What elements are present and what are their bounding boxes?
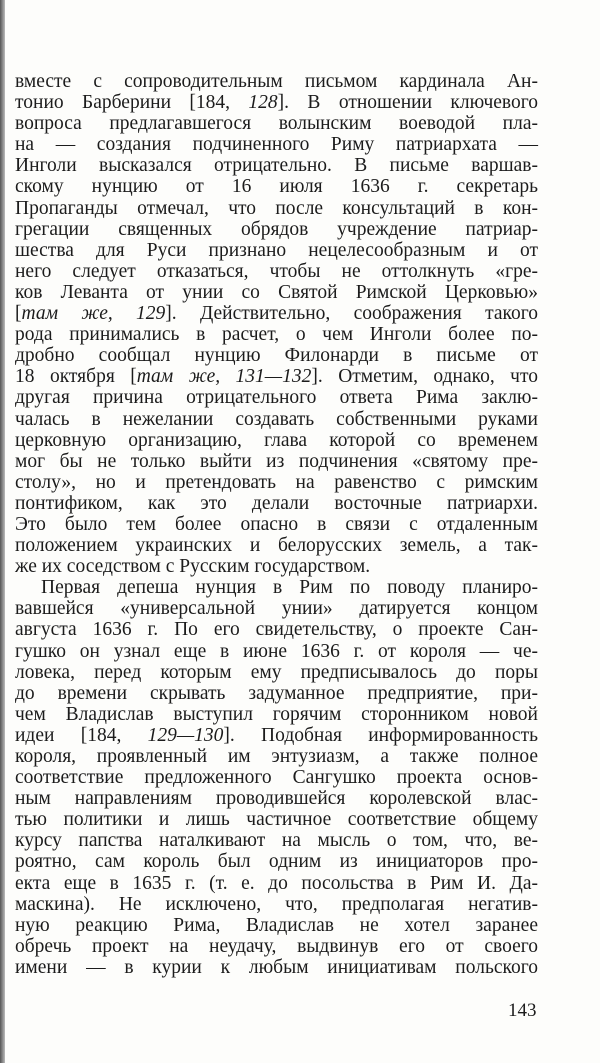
text-line <box>15 176 538 197</box>
text-segment: церковную организацию, глава которой со временем <box>15 429 538 451</box>
text-line <box>15 303 538 324</box>
text-line <box>15 619 538 640</box>
text-line <box>15 894 538 915</box>
text-segment: мог бы не только выйти из подчинения «святому пре- <box>15 450 538 472</box>
text-line <box>15 261 538 282</box>
text-segment: рода принимались в расчет, о чем Инголи более по- <box>15 324 538 346</box>
text-line <box>15 767 538 788</box>
text-line <box>15 387 538 408</box>
text-line <box>15 915 538 936</box>
text-line <box>15 662 538 683</box>
text-segment: грегации священных обрядов учреждение патриар- <box>15 218 538 240</box>
text-segment: гушко он узнал еще в июне 1636 г. от короля — че- <box>15 640 538 662</box>
text-line <box>15 472 538 493</box>
text-line <box>15 282 538 303</box>
text-line <box>15 134 538 155</box>
text-segment: Пропаганды отмечал, что после консультаций в кон- <box>15 197 538 219</box>
text-segment: вместе с сопроводительным письмом кардинала Ан- <box>15 71 538 92</box>
text-line <box>15 830 538 851</box>
text-segment: понтификом, как это делали восточные патриархи. <box>15 492 538 514</box>
text-segment: ]. Подобная информированность <box>223 724 538 746</box>
text-line <box>15 556 538 577</box>
text-segment: Первая депеша нунция в Рим по поводу планиро- <box>41 577 538 599</box>
text-segment: курсу папства наталкивают на мысль о том, что, ве- <box>15 830 538 852</box>
text-segment: ]. Отметим, однако, что <box>311 366 538 388</box>
text-segment: вопроса предлагавшегося волынским воеводой пла- <box>15 113 538 135</box>
text-line <box>15 198 538 219</box>
text-line <box>15 957 538 978</box>
text-segment: 18 октября [ <box>15 366 137 388</box>
text-segment: обречь проект на неудачу, выдвинув его от своего <box>15 935 538 957</box>
text-segment: августа 1636 г. По его свидетельству, о проекте Сан- <box>15 619 538 641</box>
text-segment: столу», но и претендовать на равенство с римским <box>15 471 538 493</box>
text-line <box>15 345 538 366</box>
text-line <box>15 366 538 387</box>
text-line <box>15 788 538 809</box>
text-line <box>15 409 538 430</box>
text-line <box>15 92 538 113</box>
text-segment: ным направлениям проводившейся королевской влас- <box>15 788 538 810</box>
text-line <box>15 851 538 872</box>
text-line <box>15 683 538 704</box>
text-line <box>15 598 538 619</box>
text-line <box>15 113 538 134</box>
text-line <box>15 219 538 240</box>
body-text <box>15 71 538 978</box>
text-segment: екта еще в 1635 г. (т. е. до посольства в Рим И. Да- <box>15 872 538 894</box>
text-segment: положением украинских и белорусских земель, а так- <box>15 535 538 557</box>
text-line <box>15 641 538 662</box>
text-segment: на — создания подчиненного Риму патриархата — <box>15 134 538 156</box>
text-line <box>15 155 538 176</box>
text-segment: Это было тем более опасно в связи с отдаленным <box>15 513 538 535</box>
text-line <box>15 324 538 345</box>
citation-reference: 129—130 <box>147 724 224 746</box>
text-line <box>15 430 538 451</box>
citation-reference: 128 <box>248 92 278 114</box>
text-segment: же их соседством с Русским государством. <box>15 556 371 578</box>
text-segment: него следует отказаться, чтобы не оттолкнуть «гре- <box>15 260 538 282</box>
text-line <box>15 451 538 472</box>
text-line <box>15 514 538 535</box>
text-segment: ную реакцию Рима, Владислав не хотел заранее <box>15 914 538 936</box>
text-line <box>15 746 538 767</box>
text-segment: [ <box>15 303 22 325</box>
text-line <box>15 704 538 725</box>
text-segment: ков Леванта от унии со Святой Римской Церковью» <box>15 281 538 303</box>
page-number: 143 <box>508 1000 537 1021</box>
text-segment: другая причина отрицательного ответа Рима заклю- <box>15 387 538 409</box>
text-line <box>15 535 538 556</box>
text-segment: ]. В отношении ключевого <box>277 92 538 114</box>
text-segment: ]. Действительно, соображения такого <box>165 303 538 325</box>
text-segment: скому нунцию от 16 июля 1636 г. секретарь <box>15 176 538 198</box>
text-segment: имени — в курии к любым инициативам польского <box>15 956 538 978</box>
text-line <box>15 493 538 514</box>
citation-reference: там же, 129 <box>21 303 166 325</box>
text-line <box>15 809 538 830</box>
text-segment: маскина). Не исключено, что, предполагая негатив- <box>15 893 538 915</box>
text-segment: чалась в нежелании создавать собственными руками <box>15 408 538 430</box>
text-segment: тью политики и лишь частичное соответствие общему <box>15 809 538 831</box>
citation-reference: там же, 131—132 <box>136 366 312 388</box>
scan-edge <box>0 0 5 1063</box>
text-segment: роятно, сам король был одним из инициаторов про- <box>15 851 538 873</box>
text-line <box>15 240 538 261</box>
text-segment: тонио Барберини [184, <box>15 92 249 114</box>
text-segment: дробно сообщал нунцию Филонарди в письме от <box>15 345 538 367</box>
text-line <box>15 725 538 746</box>
text-segment: до времени скрывать задуманное предприятие, при- <box>15 682 538 704</box>
text-line <box>15 873 538 894</box>
text-segment: соответствие предложенного Сангушко проекта основ- <box>15 767 538 789</box>
text-segment: ловека, перед которым ему предписывалось до поры <box>15 661 538 683</box>
text-segment: вавшейся «универсальной унии» датируется концом <box>15 598 538 620</box>
text-segment: идеи [184, <box>15 724 148 746</box>
text-line <box>15 577 538 598</box>
text-segment: Инголи высказался отрицательно. В письме варшав- <box>15 155 538 177</box>
text-segment: чем Владислав выступил горячим сторонником новой <box>15 703 538 725</box>
text-line <box>15 936 538 957</box>
text-line <box>15 71 538 92</box>
text-segment: короля, проявленный им энтузиазм, а также полное <box>15 746 538 767</box>
text-segment: шества для Руси признано нецелесообразным и от <box>15 239 538 261</box>
